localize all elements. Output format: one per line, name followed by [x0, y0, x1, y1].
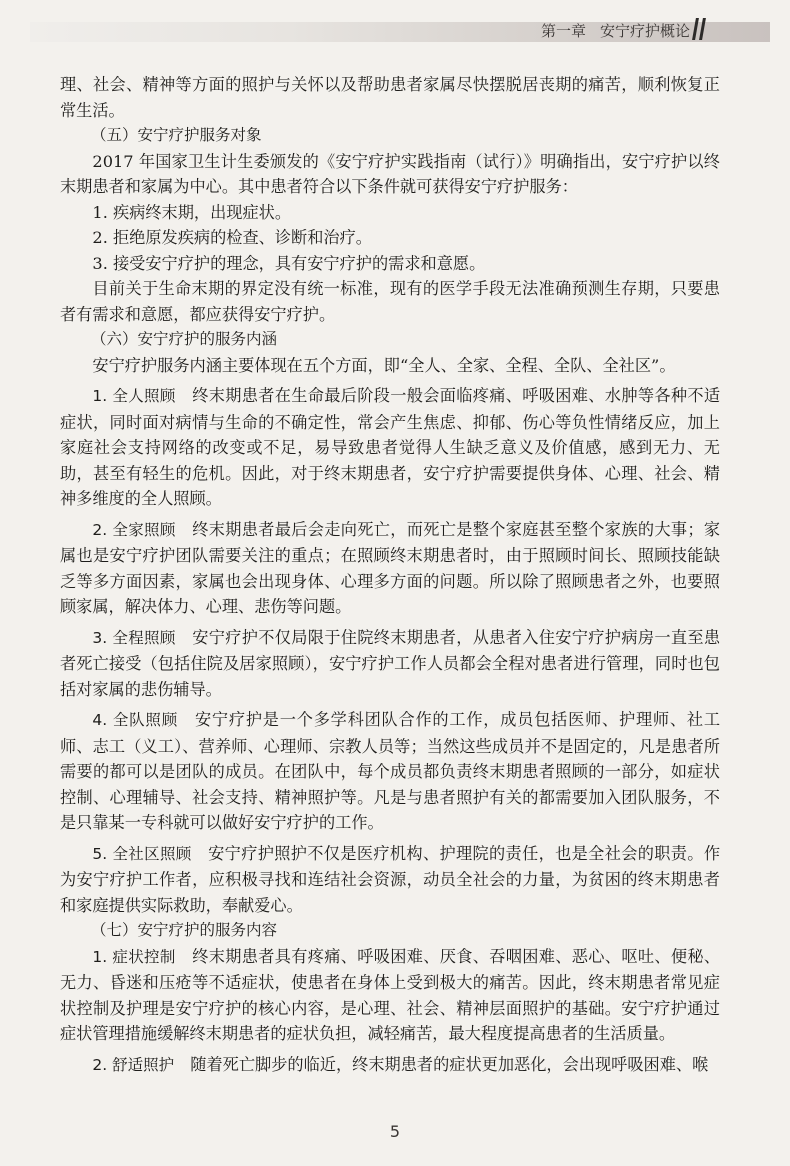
- paragraph-label: 2. 全家照顾: [92, 520, 176, 539]
- page-number: 5: [389, 1122, 401, 1141]
- paragraph-text: 终末期患者具有疼痛、呼吸困难、厌食、吞咽困难、恶心、呕吐、便秘、无力、昏迷和压疮等不适症状，使患者在身体上受到极大的痛苦。因此，终末期患者常见症状控制及护理是安宁疗护的核心内容，是心理、社会、精神层面照护的基础。安宁疗护通过症状管理措施缓解终末期患者的症状负担，减轻痛苦，最大程度提高患者的生活质量。: [60, 946, 721, 1043]
- paragraph-text: 安宁疗护不仅局限于住院终末期患者，从患者入住安宁疗护病房一直至患者死亡接受（包括住院及居家照顾），安宁疗护工作人员都会全程对患者进行管理，同时也包括对家属的悲伤辅导。: [60, 627, 721, 699]
- paragraph-text: 终末期患者最后会走向死亡，而死亡是整个家庭甚至整个家族的大事；家属也是安宁疗护团队需要关注的重点；在照顾终末期患者时，由于照顾时间长、照顾技能缺乏等多方面因素，家属也会出现身体、心理多方面的问题。所以除了照顾患者之外，也要照顾家属，解决体力、心理、悲伤等问题。: [60, 519, 721, 616]
- labeled-paragraph: [60, 944, 720, 1047]
- labeled-paragraph: [60, 383, 720, 512]
- paragraph-label: 2. 舒适照护: [92, 1055, 175, 1074]
- paragraph: 目前关于生命末期的界定没有统一标准，现有的医学手段无法准确预测生存期，只要患者有需求和意愿，都应获得安宁疗护。: [60, 279, 720, 324]
- labeled-paragraph: [60, 707, 720, 836]
- chapter-number: 第一章: [540, 22, 586, 40]
- labeled-paragraph: [60, 841, 720, 919]
- chapter-title: 安宁疗护概论: [599, 22, 690, 40]
- running-header: [541, 20, 690, 41]
- page-body: [60, 72, 720, 1078]
- paragraph-text: 终末期患者在生命最后阶段一般会面临疼痛、呼吸困难、水肿等各种不适症状，同时面对病情与生命的不确定性，常会产生焦虑、抑郁、伤心等负性情绪反应，加上家庭社会支持网络的改变或不足，易导致患者觉得人生缺乏意义及价值感，感到无力、无助，甚至有轻生的危机。因此，对于终末期患者，安宁疗护需要提供身体、心理、社会、精神多维度的全人照顾。: [60, 386, 721, 508]
- labeled-paragraph: [60, 625, 720, 703]
- paragraph-label: 3. 全程照顾: [92, 628, 176, 647]
- paragraph-text: 安宁疗护是一个多学科团队合作的工作，成员包括医师、护理师、社工师、志工（义工）、营养师、心理师、宗教人员等；当然这些成员并不是固定的，凡是患者所需要的都可以是团队的成员。在团队中，每个成员都负责终末期患者照顾的一部分，如症状控制、心理辅导、社会支持、精神照护等。凡是与患者照护有关的都需要加入团队服务，不是只靠某一专科就可以做好安宁疗护的工作。: [60, 710, 721, 832]
- paragraph: 2017 年国家卫生计生委颁发的《安宁疗护实践指南（试行）》明确指出，安宁疗护以终末期患者和家属为中心。其中患者符合以下条件就可获得安宁疗护服务：: [60, 151, 720, 196]
- list-item: 1. 疾病终末期，出现症状。: [92, 202, 292, 222]
- paragraph: 安宁疗护服务内涵主要体现在五个方面，即“全人、全家、全程、全队、全社区”。: [92, 355, 676, 375]
- paragraph-label: 1. 症状控制: [92, 947, 176, 966]
- paragraph-continued: 理、社会、精神等方面的照护与关怀以及帮助患者家属尽快摆脱居丧期的痛苦，顺利恢复正常生活。: [60, 75, 720, 120]
- section-heading-6: （六）安宁疗护的服务内涵: [91, 330, 278, 348]
- section-heading-5: （五）安宁疗护服务对象: [91, 126, 262, 144]
- labeled-paragraph: [60, 517, 720, 620]
- list-item: 2. 拒绝原发疾病的检查、诊断和治疗。: [92, 228, 372, 247]
- header-bars-icon: [694, 18, 708, 40]
- section-heading-7: （七）安宁疗护的服务内容: [91, 921, 278, 939]
- paragraph-text: 随着死亡脚步的临近，终末期患者的症状更加恶化，会出现呼吸困难、喉: [190, 1054, 709, 1074]
- paragraph-label: 5. 全社区照顾: [92, 844, 192, 863]
- labeled-paragraph: [60, 1052, 720, 1079]
- paragraph-label: 4. 全队照顾: [92, 711, 178, 729]
- paragraph-label: 1. 全人照顾: [92, 387, 176, 405]
- list-item: 3. 接受安宁疗护的理念，具有安宁疗护的需求和意愿。: [92, 253, 486, 273]
- paragraph-text: 安宁疗护照护不仅是医疗机构、护理院的责任，也是全社会的职责。作为安宁疗护工作者，应积极寻找和连结社会资源，动员全社会的力量，为贫困的终末期患者和家庭提供实际救助，奉献爱心。: [60, 843, 721, 915]
